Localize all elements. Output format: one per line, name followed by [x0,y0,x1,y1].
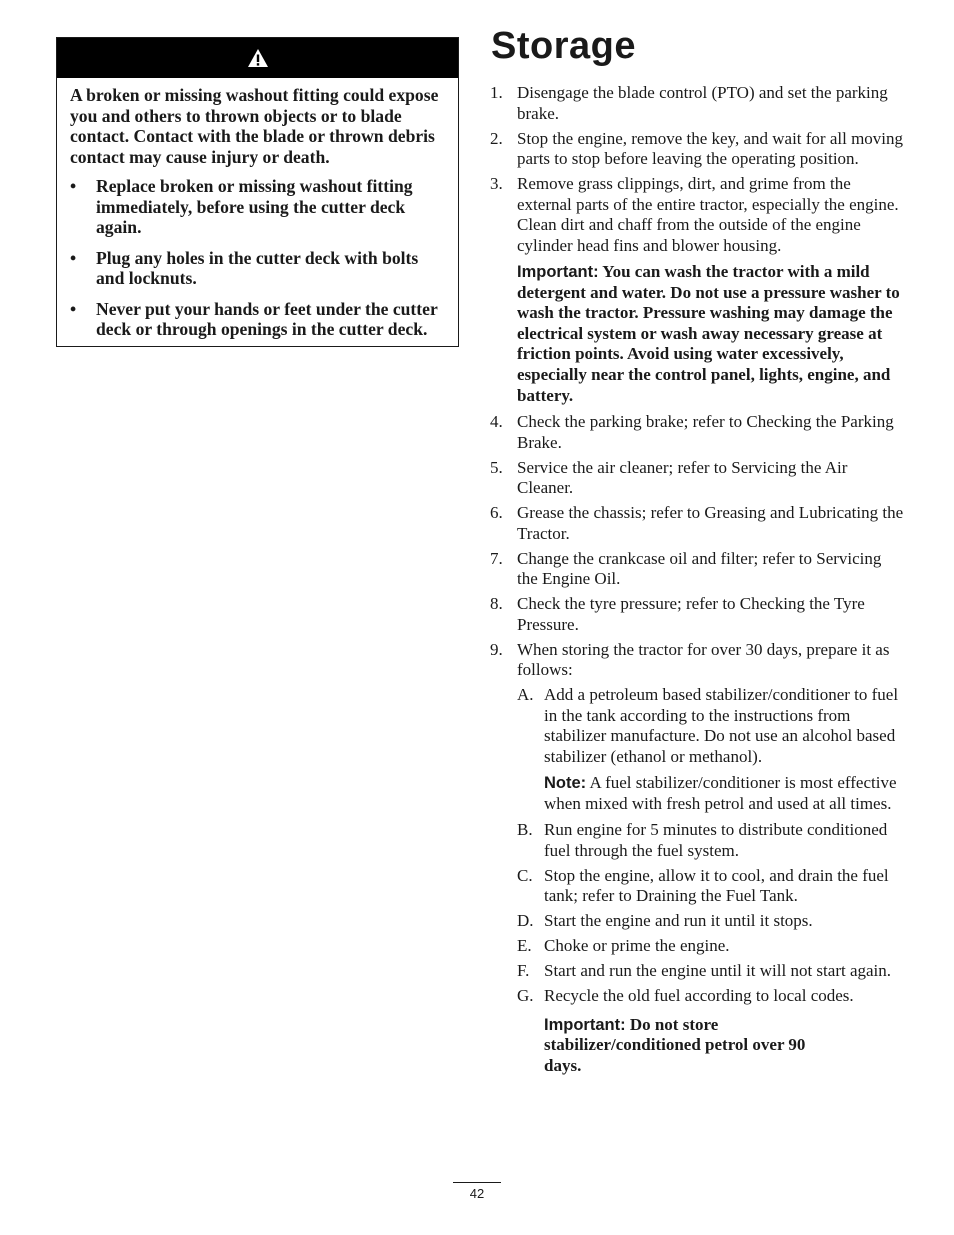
warning-bullet: • Never put your hands or feet under the cutter deck or through openings in the cutter deck. [70,299,446,340]
warning-bullet-text: Replace broken or missing washout fitting immediately, before using the cutter deck again. [96,176,413,237]
important-note: Important: You can wash the tractor with a mild detergent and water. Do not use a pressure washer to wash the tractor. Pressure washing may damage the electrical system or wash away necessary grease at friction points. Avoid using water excessively, especially near the control panel, lights, engine, and battery. [517,262,900,405]
note: Note: A fuel stabilizer/conditioner is most effective when mixed with fresh petrol and used at all times. [544,773,897,813]
step-item: 7. Change the crankcase oil and filter; refer to Servicing the Engine Oil. [490,548,882,589]
substep-item: G. Recycle the old fuel according to local codes. [517,986,854,1006]
substep-item: A. Add a petroleum based stabilizer/conditioner to fuel in the tank according to the instructions from stabilizer manufacture. Do not use an alcohol based stabilizer (ethanol or methanol). [517,685,899,766]
warning-bullet-text: Plug any holes in the cutter deck with bolts and locknuts. [96,247,419,288]
substep-item: E. Choke or prime the engine. [517,936,730,956]
step-item: 2. Stop the engine, remove the key, and wait for all moving parts to stop before leaving the operating position. [490,128,904,168]
warning-triangle-icon [247,48,269,68]
substep-item: F. Start and run the engine until it will not start again. [517,961,892,981]
page-title: Storage [491,25,636,67]
warning-box [56,37,459,347]
page-number: 42 [469,1186,485,1201]
storage-steps [490,83,904,1076]
warning-bullet-text: Never put your hands or feet under the cutter deck or through openings in the cutter deck. [96,298,438,339]
step-item: 3. Remove grass clippings, dirt, and grime from the external parts of the entire tractor, especially the engine. Clean dirt and chaff from the outside of the engine cylinder head fins and blower housing. [490,174,899,255]
step-item: 4. Check the parking brake; refer to Checking the Parking Brake. [490,412,894,452]
step-item: 8. Check the tyre pressure; refer to Checking the Tyre Pressure. [490,594,865,634]
warning-header [57,38,458,78]
step-item: 5. Service the air cleaner; refer to Servicing the Air Cleaner. [490,457,848,498]
substep-item: D. Start the engine and run it until it stops. [517,911,813,931]
important-note: Important: Do not store stabilizer/conditioned petrol over 90 days. [544,1014,806,1075]
substep-item: B. Run engine for 5 minutes to distribute conditioned fuel through the fuel system. [517,820,888,860]
warning-bullet: • Plug any holes in the cutter deck with bolts and locknuts. [70,248,446,289]
footer-rule [453,1182,501,1183]
substep-item: C. Stop the engine, allow it to cool, and drain the fuel tank; refer to Draining the Fuel Tank. [517,865,889,906]
step-item: 9. When storing the tractor for over 30 days, prepare it as follows: [490,639,890,680]
step-item: 1. Disengage the blade control (PTO) and set the parking brake. [490,83,888,123]
warning-intro: A broken or missing washout fitting could expose you and others to thrown objects or to blade contact. Contact with the blade or thrown debris contact may cause injury or death. [70,85,439,167]
warning-bullet: • Replace broken or missing washout fitting immediately, before using the cutter deck again. [70,176,446,238]
step-item: 6. Grease the chassis; refer to Greasing and Lubricating the Tractor. [490,503,904,543]
